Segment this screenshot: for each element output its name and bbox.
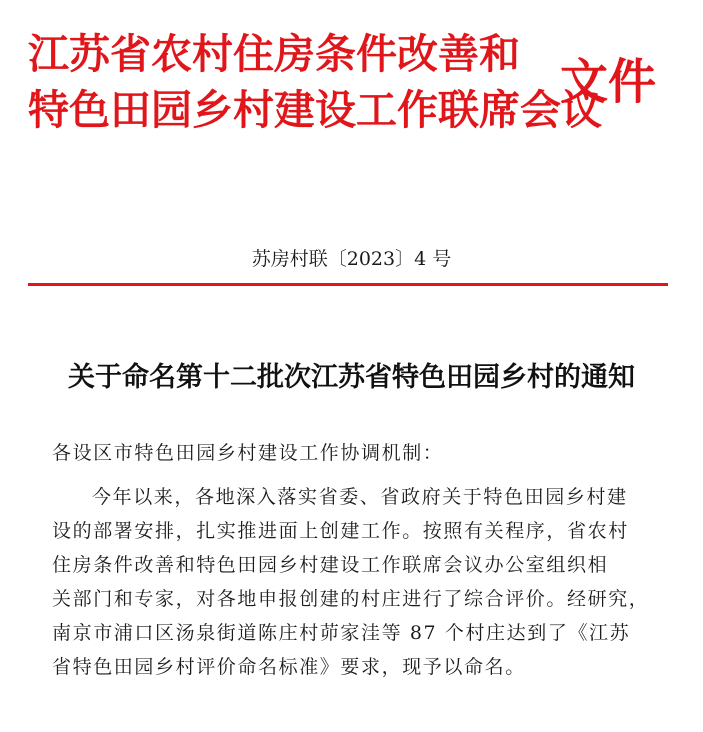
salutation: 各设区市特色田园乡村建设工作协调机制： — [52, 442, 444, 464]
body-line: 省特色田园乡村评价命名标准》要求，现予以命名。 — [52, 656, 526, 678]
body-line: 设的部署安排，扎实推进面上创建工作。按照有关程序，省农村 — [52, 520, 629, 542]
issuing-organization-line-1: 江苏省农村住房条件改善和 — [28, 30, 520, 78]
issuing-organization — [28, 26, 602, 138]
body-line: 南京市浦口区汤泉街道陈庄村茆家洼等 87 个村庄达到了《江苏 — [52, 622, 631, 644]
body-line: 今年以来，各地深入落实省委、省政府关于特色田园乡村建 — [92, 486, 628, 508]
body-line: 关部门和专家，对各地申报创建的村庄进行了综合评价。经研究， — [52, 588, 650, 610]
document-number: 苏房村联〔2023〕4 号 — [251, 248, 452, 270]
body-paragraph — [52, 480, 652, 684]
body-line: 住房条件改善和特色田园乡村建设工作联席会议办公室组织相 — [52, 554, 609, 576]
document-title: 关于命名第十二批次江苏省特色田园乡村的通知 — [68, 362, 635, 393]
red-header — [28, 26, 668, 166]
issuing-organization-line-2: 特色田园乡村建设工作联席会议 — [28, 86, 602, 134]
red-divider-line — [28, 283, 668, 286]
document-label: 文件 — [560, 54, 657, 110]
